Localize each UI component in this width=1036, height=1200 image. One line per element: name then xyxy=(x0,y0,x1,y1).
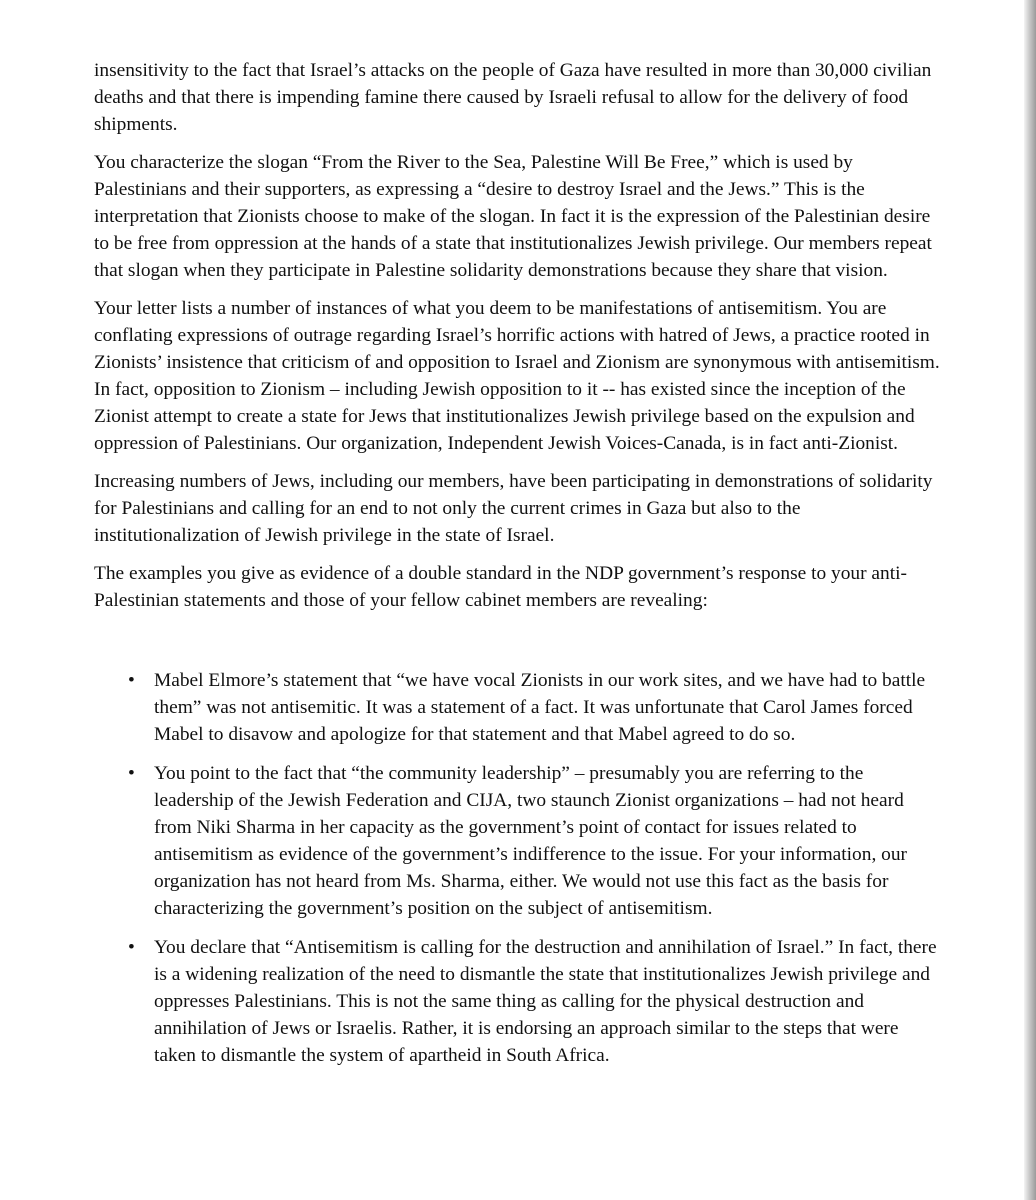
paragraph-antisemitism-instances: Your letter lists a number of instances of what you deem to be manifestations of antisemitism. You are conflating expressions of outrage regarding Israel’s horrific actions with hatred of Jews, a practice rooted in Zionists’ insistence that criticism of and opposition to Israel and Zionism are synonymous with antisemitism. In fact, opposition to Zionism – including Jewish opposition to it -- has existed since the inception of the Zionist attempt to create a state for Jews that institutionalizes Jewish privilege based on the expulsion and oppression of Palestinians. Our organization, Independent Jewish Voices-Canada, is in fact anti-Zionist. xyxy=(94,298,940,454)
document-body xyxy=(94,57,944,1081)
list-item xyxy=(94,760,944,922)
bullet-list xyxy=(94,667,944,1069)
blank-line xyxy=(94,625,944,667)
window-edge-shadow xyxy=(1024,0,1036,1200)
paragraph-gaza-insensitivity: insensitivity to the fact that Israel’s attacks on the people of Gaza have resulted in more than 30,000 civilian deaths and that there is impending famine there caused by Israeli refusal to allow for the delivery of food shipments. xyxy=(94,60,932,135)
list-item-text: You declare that “Antisemitism is calling for the destruction and annihilation of Israel.” In fact, there is a widening realization of the need to dismantle the state that institutionalizes Jewish privilege and oppresses Palestinians. This is not the same thing as calling for the physical destruction and annihilation of Jews or Israelis. Rather, it is endorsing an approach similar to the steps that were taken to dismantle the system of apartheid in South Africa. xyxy=(154,937,937,1066)
list-item xyxy=(94,667,944,748)
paragraph-slogan: You characterize the slogan “From the River to the Sea, Palestine Will Be Free,” which is used by Palestinians and their supporters, as expressing a “desire to destroy Israel and the Jews.” This is the interpretation that Zionists choose to make of the slogan. In fact it is the expression of the Palestinian desire to be free from oppression at the hands of a state that institutionalizes Jewish privilege. Our members repeat that slogan when they participate in Palestine solidarity demonstrations because they share that vision. xyxy=(94,152,932,281)
list-item xyxy=(94,934,944,1069)
list-item-text: Mabel Elmore’s statement that “we have vocal Zionists in our work sites, and we have had to battle them” was not antisemitic. It was a statement of a fact. It was unfortunate that Carol James forced Mabel to disavow and apologize for that statement and that Mabel agreed to do so. xyxy=(154,670,926,745)
paragraph-double-standard: The examples you give as evidence of a double standard in the NDP government’s response to your anti-Palestinian statements and those of your fellow cabinet members are revealing: xyxy=(94,563,907,611)
list-item-text: You point to the fact that “the community leadership” – presumably you are referring to the leadership of the Jewish Federation and CIJA, two staunch Zionist organizations – had not heard from Niki Sharma in her capacity as the government’s point of contact for issues related to antisemitism as evidence of the government’s indifference to the issue. For your information, our organization has not heard from Ms. Sharma, either. We would not use this fact as the basis for characterizing the government’s position on the subject of antisemitism. xyxy=(154,763,907,919)
bullet-marker: • xyxy=(128,670,135,691)
paragraph-jewish-participation: Increasing numbers of Jews, including our members, have been participating in demonstrations of solidarity for Palestinians and calling for an end to not only the current crimes in Gaza but also to the institutionalization of Jewish privilege in the state of Israel. xyxy=(94,471,933,546)
bullet-marker: • xyxy=(128,937,135,958)
bullet-marker: • xyxy=(128,763,135,784)
